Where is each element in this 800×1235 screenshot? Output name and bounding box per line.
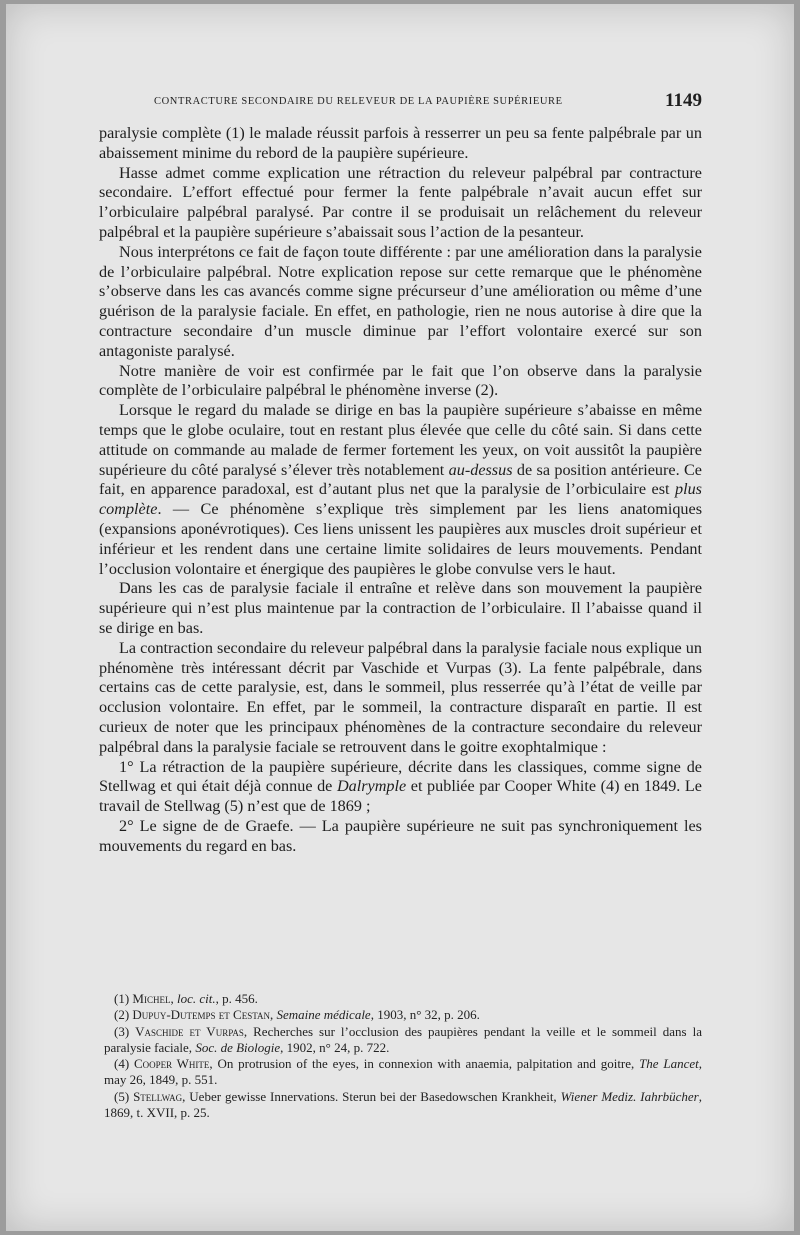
book-page <box>6 4 794 1231</box>
footnote-4-title: The Lancet <box>639 1056 699 1072</box>
footnote-5-rest: , 1869, t. XVII, p. 25. <box>104 1088 702 1121</box>
footnote-4-rest: , may 26, 1849, p. 551. <box>104 1056 702 1088</box>
paragraph-5 <box>99 401 702 579</box>
footnote-5-title: Wiener Mediz. Iahrbücher <box>560 1088 699 1104</box>
footnote-1-rest: , p. 456. <box>215 991 258 1006</box>
footnote-3-title: Soc. de Biologie <box>195 1039 281 1055</box>
footnote-2 <box>104 1007 702 1023</box>
emphasis-dalrymple: Dalrymple <box>336 777 407 796</box>
footnote-1-number: (1) <box>114 991 133 1006</box>
footnote-5-author: Stellwag <box>133 1088 183 1104</box>
paragraph-5-text-e: . — Ce phénomène s’explique très simplement par les liens anatomiques (expansions aponévrotiques). Ces liens unissent les paupières aux muscles droit supérieur et inférieur et les rendent dans une certaine limite solidaires de leurs mouvements. Pendant l’occlusion volontaire et énergique des paupières le globe convulse vers le haut. <box>99 500 702 578</box>
footnote-2-author: Dupuy-Dutemps et Cestan <box>132 1007 270 1023</box>
running-head: CONTRACTURE SECONDAIRE DU RELEVEUR DE LA PAUPIÈRE SUPÉRIEURE <box>154 96 563 107</box>
paragraph-8 <box>99 758 702 817</box>
emphasis-plus-complete: plus complète <box>99 480 702 519</box>
footnote-1-sep: , <box>170 991 177 1006</box>
footnote-3-number: (3) <box>114 1023 136 1039</box>
paragraph-9: 2° Le signe de de Graefe. — La paupière supérieure ne suit pas synchroniquement les mouvements du regard en bas. <box>99 816 702 855</box>
paragraph-5-text-a: Lorsque le regard du malade se dirige en bas la paupière supérieure s’abaisse en même temps que le globe oculaire, tout en restant plus élevée que celle du côté sain. Si dans cette attitude on commande au malade de fermer fortement les yeux, on voit aussitôt la paupière supérieure du côté paralysé s’élever très notablement <box>99 401 702 479</box>
footnote-4-number: (4) <box>114 1056 134 1072</box>
page-header <box>154 92 702 114</box>
footnote-4-desc: , On protrusion of the eyes, in connexion with anaemia, palpitation and goitre, <box>209 1056 640 1072</box>
footnote-2-title: Semaine médicale <box>276 1007 371 1023</box>
paragraph-3: Nous interprétons ce fait de façon toute différente : par une amélioration dans la paralysie de l’orbiculaire palpébral. Notre explication repose sur cette remarque que le phénomène s’observe dans les cas avancés comme signe précurseur d’une amélioration ou même d’une guérison de la paralysie faciale. En effet, en pathologie, rien ne nous autorise à dire que la contracture secondaire d’un muscle diminue par l’effort volontaire exercé sur son antagoniste paralysé. <box>99 242 702 360</box>
footnote-5-number: (5) <box>114 1088 134 1104</box>
footnote-4-author: Cooper White <box>133 1056 210 1072</box>
footnote-1-author: Michel <box>132 991 171 1006</box>
paragraph-2: Hasse admet comme explication une rétraction du releveur palpébral par contracture secondaire. L’effort effectué pour fermer la fente palpébrale n’avait aucun effet sur l’orbiculaire palpébral paralysé. Par contre il se produisait un relâchement du releveur palpébral et la paupière supérieure s’abaissait sous l’action de la pesanteur. <box>99 163 702 241</box>
footnote-2-sep: , <box>269 1007 277 1023</box>
paragraph-4: Notre manière de voir est confirmée par le fait que l’on observe dans la paralysie complète de l’orbiculaire palpébral le phénomène inverse (2). <box>99 361 702 400</box>
footnote-5-desc: , Ueber gewisse Innervations. Sterun bei der Basedowschen Krankheit, <box>182 1088 561 1104</box>
paragraph-5-text-c: de sa position antérieure. Ce fait, en apparence paradoxal, est d’autant plus net que la paralysie de l’orbiculaire est <box>99 460 702 499</box>
footnote-3-rest: , 1902, n° 24, p. 722. <box>280 1039 390 1055</box>
paragraph-7: La contraction secondaire du releveur palpébral dans la paralysie faciale nous explique un phénomène très intéressant décrit par Vaschide et Vurpas (3). La fente palpébrale, dans certains cas de cette paralysie, est, dans le sommeil, plus resserrée qu’à l’état de veille par occlusion volontaire. En effet, par le sommeil, la contracture disparaît en partie. Il est curieux de noter que les principaux phénomènes de la contracture secondaire du releveur palpébral dans la paralysie faciale se retrouvent dans le goitre exophtalmique : <box>99 638 702 756</box>
footnote-2-number: (2) <box>114 1007 133 1023</box>
paragraph-1: paralysie complète (1) le malade réussit parfois à resserrer un peu sa fente palpébrale par un abaissement minime du rebord de la paupière supérieure. <box>99 124 702 162</box>
footnote-5 <box>104 1089 702 1122</box>
body-text <box>99 124 702 856</box>
footnote-2-rest: , 1903, n° 32, p. 206. <box>370 1007 480 1023</box>
footnotes <box>104 991 702 1121</box>
emphasis-au-dessus: au-dessus <box>448 460 513 479</box>
footnote-4 <box>104 1056 702 1089</box>
footnote-1 <box>104 991 702 1007</box>
footnote-3-author: Vaschide et Vurpas <box>135 1023 244 1039</box>
footnote-1-title: loc. cit. <box>176 991 216 1006</box>
footnote-3 <box>104 1024 702 1057</box>
footnote-3-desc: , Recherches sur l’occlusion des paupières pendant la veille et le sommeil dans la paralysie faciale, <box>104 1023 702 1055</box>
paragraph-6: Dans les cas de paralysie faciale il entraîne et relève dans son mouvement la paupière supérieure qui n’est plus maintenue par la contraction de l’orbiculaire. Il l’abaisse quand il se dirige en bas. <box>99 579 702 637</box>
paragraph-8-text-c: et publiée par Cooper White (4) en 1849. Le travail de Stellwag (5) n’est que de 1869 ; <box>99 777 702 816</box>
page-number: 1149 <box>665 90 702 111</box>
paragraph-8-text-a: 1° La rétraction de la paupière supérieure, décrite dans les classiques, comme signe de Stellwag et qui était déjà connue de <box>99 757 702 796</box>
